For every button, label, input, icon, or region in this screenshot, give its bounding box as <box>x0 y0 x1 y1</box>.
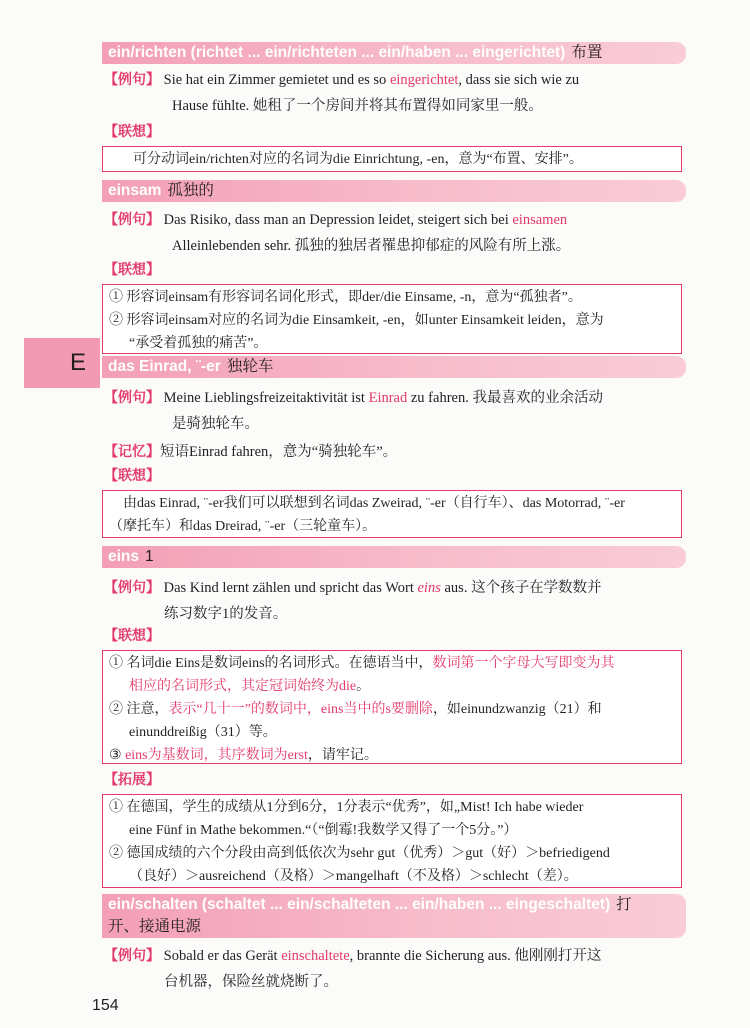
example-row <box>104 944 601 968</box>
example-highlight: Einrad <box>368 390 408 406</box>
example-tag: 【例句】 <box>104 72 160 88</box>
example-text-end: , brannte die Sicherung aus. 他刚刚打开这 <box>349 948 602 964</box>
example-text: Das Risiko, dass man an Depression leidet, steigert sich bei <box>163 212 513 228</box>
assoc-line: 可分动词ein/richten对应的名词为die Einrichtung, -en，意为“布置、安排”。 <box>133 152 583 167</box>
example-row <box>104 386 603 410</box>
example-row-2: 练习数字1的发音。 <box>164 606 288 622</box>
example-row-2: 是骑独轮车。 <box>172 416 259 432</box>
side-letter-tab: E <box>24 338 100 388</box>
assoc-line: “承受着孤独的痛苦”。 <box>129 336 268 351</box>
example-text: Sobald er das Gerät <box>163 948 282 964</box>
example-tag: 【例句】 <box>104 580 160 596</box>
assoc-line: ② 形容词einsam对应的名词为die Einsamkeit, -en，如unter Einsamkeit leiden，意为 <box>109 313 604 328</box>
example-row-2: Alleinlebenden sehr. 孤独的独居者罹患抑郁症的风险有所上涨。 <box>172 238 571 254</box>
assoc-tag-label: 【联想】 <box>104 628 160 644</box>
assoc-text: ③ <box>109 748 126 763</box>
meaning: 孤独的 <box>167 182 214 199</box>
assoc-line <box>109 721 675 744</box>
assoc-line: 由das Einrad, ¨-er我们可以联想到名词das Zweirad, ¨-er（自行车）、das Motorrad, ¨-er <box>123 496 625 511</box>
meaning: 独轮车 <box>226 358 274 375</box>
example-text: Meine Lieblingsfreizeitaktivität ist <box>163 390 369 406</box>
assoc-line <box>109 652 675 675</box>
entry-header-einrad <box>102 356 686 378</box>
ext-tag-label: 【拓展】 <box>104 772 160 788</box>
example-highlight: einsamen <box>512 212 568 228</box>
assoc-text: ，如einundzwanzig（21）和 <box>432 702 602 717</box>
example-row-2: 台机器，保险丝就烧断了。 <box>164 974 338 990</box>
assoc-line <box>109 744 675 767</box>
assoc-box <box>102 490 682 538</box>
entry-header-eins <box>102 546 686 568</box>
assoc-box <box>102 284 682 354</box>
meaning-line-2: 开、接通电源 <box>108 918 202 935</box>
ext-line: （良好）＞ausreichend（及格）＞mangelhaft（不及格）＞schlecht（差）。 <box>129 869 578 884</box>
headword: das Einrad, ¨-er <box>108 358 221 375</box>
example-highlight: eingerichtet <box>389 72 459 88</box>
example-row <box>104 576 602 600</box>
assoc-text: einunddreißig（31）等。 <box>129 725 277 740</box>
assoc-text: ① 名词die Eins是数词eins的名词形式。在德语当中， <box>109 656 433 671</box>
example-text-end: aus. 这个孩子在学数数并 <box>440 580 602 596</box>
entry-header-einsam <box>102 180 686 202</box>
assoc-tag-label: 【联想】 <box>104 468 160 484</box>
assoc-text: ② 注意， <box>109 702 169 717</box>
assoc-tag <box>104 464 160 488</box>
example-text-end: , dass sie sich wie zu <box>458 72 580 88</box>
entry-header-einschalten <box>102 894 686 938</box>
assoc-tag-label: 【联想】 <box>104 262 160 278</box>
example-tag: 【例句】 <box>104 390 160 406</box>
assoc-box <box>102 146 682 172</box>
assoc-line <box>109 698 675 721</box>
assoc-line: ① 形容词einsam有形容词名词化形式，即der/die Einsame, -n，意为“孤独者”。 <box>109 290 582 305</box>
example-tag: 【例句】 <box>104 212 160 228</box>
example-tag: 【例句】 <box>104 948 160 964</box>
assoc-line: （摩托车）和das Dreirad, ¨-er（三轮童车）。 <box>109 519 377 534</box>
entry-header-einrichten <box>102 42 686 64</box>
example-text: Sie hat ein Zimmer gemietet und es so <box>163 72 390 88</box>
ext-tag <box>104 768 160 792</box>
headword: einsam <box>108 182 162 199</box>
meaning: 布置 <box>571 44 603 61</box>
assoc-text: ，请牢记。 <box>307 748 378 763</box>
assoc-highlight: 相应的名词形式，其定冠词始终为die <box>129 679 357 694</box>
example-row <box>104 208 567 232</box>
memory-tag: 【记忆】 <box>104 444 160 460</box>
example-row <box>104 68 579 92</box>
page-number: 154 <box>92 997 119 1014</box>
assoc-tag-label: 【联想】 <box>104 124 160 140</box>
assoc-box <box>102 650 682 764</box>
headword: ein/richten (richtet ... ein/richteten ... ein/haben ... eingerichtet) <box>108 44 566 61</box>
example-highlight: eins <box>417 580 441 596</box>
assoc-tag <box>104 120 160 144</box>
assoc-line <box>109 675 675 698</box>
headword: ein/schalten (schaltet ... ein/schalteten ... ein/haben ... eingeschaltet) <box>108 896 611 913</box>
ext-line: ② 德国成绩的六个分段由高到低依次为sehr gut（优秀）＞gut（好）＞befriedigend <box>109 846 610 861</box>
assoc-highlight: 数词第一个字母大写即变为其 <box>432 656 615 671</box>
ext-line: ① 在德国，学生的成绩从1分到6分，1分表示“优秀”，如„Mist! Ich habe wieder <box>109 800 584 815</box>
meaning: 打 <box>616 896 632 913</box>
ext-box <box>102 794 682 888</box>
meaning: 1 <box>145 548 154 565</box>
assoc-highlight: 表示“几十一”的数词中，eins当中的s要删除 <box>168 702 433 717</box>
example-text: Das Kind lernt zählen und spricht das Wort <box>163 580 418 596</box>
memory-row <box>104 440 397 464</box>
assoc-tag <box>104 624 160 648</box>
example-row-2: Hause fühlte. 她租了一个房间并将其布置得如同家里一般。 <box>172 98 543 114</box>
assoc-text: 。 <box>356 679 371 694</box>
example-text-end: zu fahren. 我最喜欢的业余活动 <box>407 390 603 406</box>
assoc-tag <box>104 258 160 282</box>
assoc-highlight: eins为基数词，其序数词为erst <box>125 748 308 763</box>
headword: eins <box>108 548 140 565</box>
memory-text: 短语Einrad fahren，意为“骑独轮车”。 <box>160 444 398 460</box>
ext-line: eine Fünf in Mathe bekommen.“（“倒霉!我数学又得了一个5分。”） <box>129 823 518 838</box>
example-highlight: einschaltete <box>281 948 350 964</box>
